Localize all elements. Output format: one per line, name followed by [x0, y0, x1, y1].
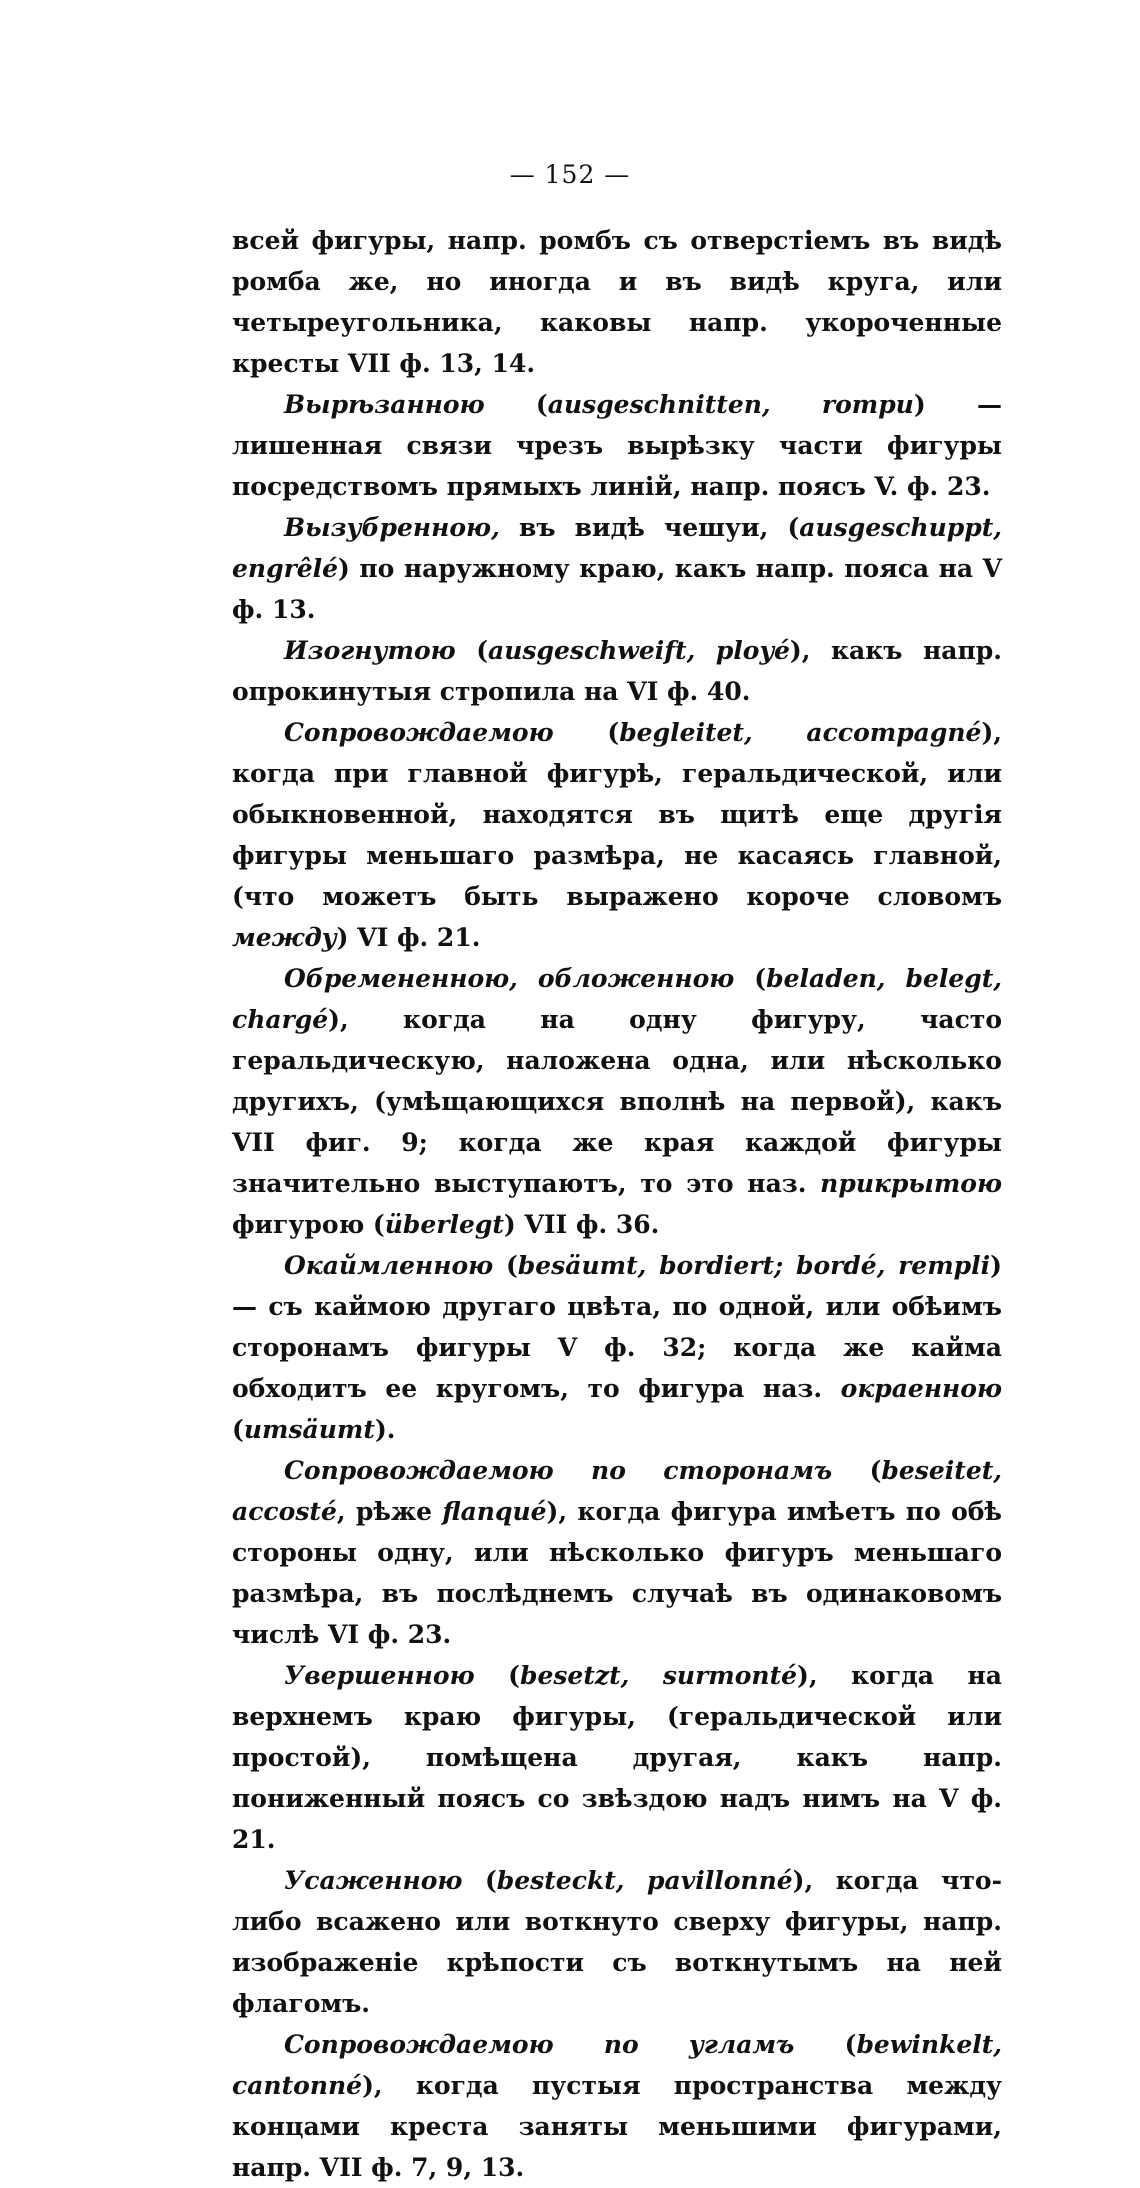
text-run: ), когда при главной фигурѣ, геральдической, или обыкновенной, находятся въ щитѣ еще другія фигуры меньшаго размѣра, не касаясь главной, (что можетъ быть выражено короче словомъ	[232, 718, 1002, 911]
text-run: ) — съ каймою другаго цвѣта, по одной, или обѣимъ сторонамъ фигуры V ф. 32; когда же кайма обходитъ ее кругомъ, то фигура наз.	[232, 1251, 1002, 1403]
text-run: ) VII ф. 36.	[503, 1210, 660, 1239]
italic-term: Сопровождаемою по сторонамъ	[284, 1456, 833, 1485]
text-run: ) — лишенная связи чрезъ вырѣзку части фигуры посредствомъ прямыхъ линій, напр. поясъ V. ф. 23.	[232, 390, 1002, 501]
text-run: (	[832, 1456, 882, 1485]
text-run: (	[474, 1661, 520, 1690]
italic-term: überlegt	[384, 1210, 504, 1239]
text-run: ), когда на верхнемъ краю фигуры, (геральдической или простой), помѣщена другая, какъ напр. пониженный поясъ со звѣздою надъ нимъ на V ф. 21.	[232, 1661, 1002, 1854]
italic-term: Изогнутою	[284, 636, 456, 665]
italic-term: beseitet, accosté	[232, 1456, 1002, 1526]
text-run: (	[484, 390, 548, 419]
italic-term: окраенною	[840, 1374, 1002, 1403]
italic-term: Сопровождаемою по угламъ	[284, 2030, 795, 2059]
text-run: фигурою (	[232, 1210, 385, 1239]
text-run: (	[455, 636, 489, 665]
page-text	[232, 220, 1002, 2188]
italic-term: umsäumt	[243, 1415, 375, 1444]
text-run: ), когда что-либо всажено или воткнуто сверху фигуры, напр. изображеніе крѣпости съ воткнутымъ на ней флагомъ.	[232, 1866, 1002, 2018]
paragraph	[232, 220, 1002, 384]
text-run: (	[794, 2030, 857, 2059]
text-run: ) по наружному краю, какъ напр. пояса на V ф. 13.	[232, 554, 1002, 624]
paragraph	[232, 1860, 1002, 2024]
paragraph	[232, 630, 1002, 712]
italic-term: begleitet, accompagné	[619, 718, 982, 747]
paragraph	[232, 712, 1002, 958]
text-run: ).	[374, 1415, 396, 1444]
text-run: ), какъ напр. опрокинутыя стропила на VI ф. 40.	[232, 636, 1002, 706]
italic-term: flanqué	[442, 1497, 547, 1526]
italic-term: Сопровождаемою	[284, 718, 554, 747]
paragraph	[232, 1245, 1002, 1450]
text-run: (	[553, 718, 620, 747]
paragraph	[232, 384, 1002, 507]
text-run: ), когда пустыя пространства между концами креста заняты меньшими фигурами, напр. VII ф. 7, 9, 13.	[232, 2071, 1002, 2182]
italic-term: ausgeschuppt, engrêlé	[232, 513, 1002, 583]
paragraph	[232, 958, 1002, 1245]
text-run: ), когда фигура имѣетъ по обѣ стороны одну, или нѣсколько фигуръ меньшаго размѣра, въ послѣднемъ случаѣ въ одинаковомъ числѣ VI ф. 23.	[232, 1497, 1002, 1649]
italic-term: Увершенною	[284, 1661, 475, 1690]
paragraph	[232, 507, 1002, 630]
text-run: , рѣже	[336, 1497, 443, 1526]
italic-term: Усаженною	[284, 1866, 463, 1895]
italic-term: Обремененною, обложенною	[284, 964, 735, 993]
paragraph	[232, 1655, 1002, 1860]
text-run: (	[462, 1866, 497, 1895]
text-run: ) VI ф. 21.	[336, 923, 481, 952]
text-run: въ видѣ чешуи, (	[499, 513, 800, 542]
text-run: (	[232, 1415, 244, 1444]
text-run: ), когда на одну фигуру, часто геральдическую, наложена одна, или нѣсколько другихъ, (умѣщающихся вполнѣ на первой), какъ VII фиг. 9; когда же края каждой фигуры значительно выступаютъ, то это наз.	[232, 1005, 1002, 1198]
paragraph	[232, 1450, 1002, 1655]
text-run: (	[734, 964, 767, 993]
text-run: (	[493, 1251, 518, 1280]
italic-term: прикрытою	[820, 1169, 1002, 1198]
italic-term: ausgeschnitten, rompu	[547, 390, 914, 419]
italic-term: Окаймленною	[284, 1251, 494, 1280]
paragraph	[232, 2024, 1002, 2188]
italic-term: bewinkelt, cantonné	[232, 2030, 1002, 2100]
page-number: — 152 —	[509, 160, 631, 189]
text-run: всей фигуры, напр. ромбъ съ отверстіемъ въ видѣ ромба же, но иногда и въ видѣ круга, или четыреугольника, каковы напр. укороченные кресты VII ф. 13, 14.	[232, 226, 1002, 378]
italic-term: ausgeschweift, ployé	[488, 636, 790, 665]
italic-term: besetzt, surmonté	[519, 1661, 798, 1690]
italic-term: между	[232, 923, 337, 952]
italic-term: besteckt, pavillonné	[496, 1866, 793, 1895]
italic-term: beladen, belegt, chargé	[232, 964, 1002, 1034]
italic-term: Вызубренною,	[284, 513, 500, 542]
italic-term: besäumt, bordiert; bordé, rempli	[517, 1251, 991, 1280]
italic-term: Вырѣзанною	[284, 390, 485, 419]
